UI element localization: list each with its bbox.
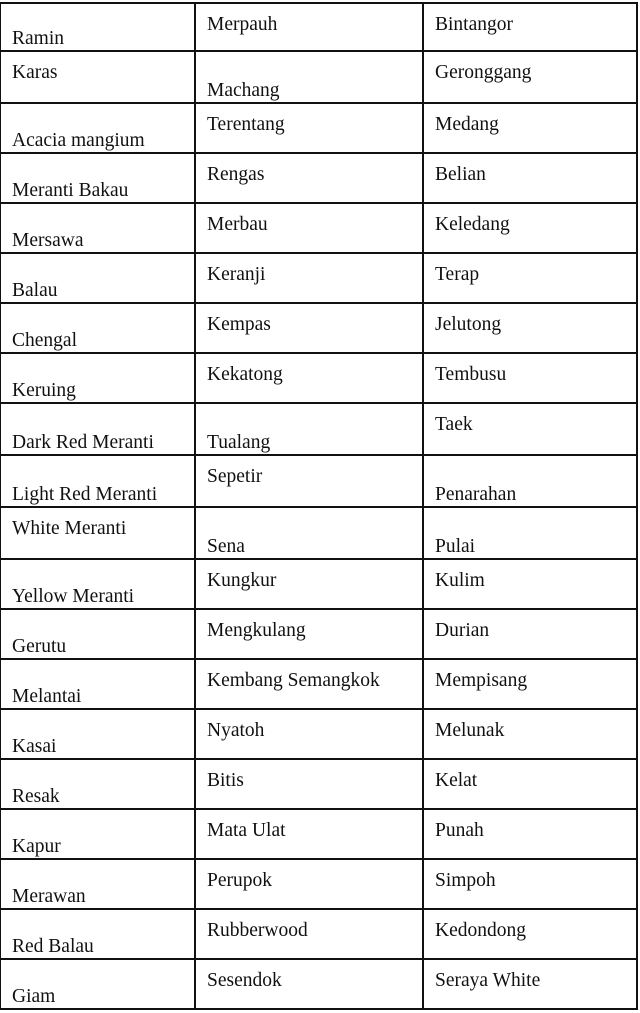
table-cell bbox=[422, 760, 636, 808]
table-row bbox=[1, 104, 636, 154]
table-cell bbox=[1, 404, 194, 454]
table-cell bbox=[194, 254, 422, 302]
cell-text: Red Balau bbox=[12, 936, 94, 957]
cell-text: Geronggang bbox=[435, 62, 532, 83]
cell-text: Keruing bbox=[12, 380, 76, 401]
table-cell bbox=[422, 304, 636, 352]
cell-text: Sepetir bbox=[207, 466, 263, 487]
table-cell bbox=[1, 710, 194, 758]
cell-text: Terentang bbox=[207, 114, 285, 135]
table-row bbox=[1, 710, 636, 760]
table-cell bbox=[194, 154, 422, 202]
table-cell bbox=[194, 204, 422, 252]
cell-text: Yellow Meranti bbox=[12, 586, 135, 607]
table-cell bbox=[194, 710, 422, 758]
table-cell bbox=[194, 104, 422, 152]
cell-text: Sesendok bbox=[207, 970, 282, 991]
cell-text: Acacia mangium bbox=[12, 130, 145, 151]
cell-text: Mata Ulat bbox=[207, 820, 286, 841]
table-cell bbox=[422, 154, 636, 202]
cell-text: Ramin bbox=[12, 28, 64, 49]
table-row bbox=[1, 404, 636, 456]
table-row bbox=[1, 456, 636, 508]
table-cell bbox=[194, 960, 422, 1008]
cell-text: Melunak bbox=[435, 720, 505, 741]
cell-text: Karas bbox=[12, 62, 58, 83]
table-cell bbox=[422, 860, 636, 908]
cell-text: Balau bbox=[12, 280, 58, 301]
table-cell bbox=[1, 760, 194, 808]
cell-text: Pulai bbox=[435, 536, 476, 557]
table-cell bbox=[1, 204, 194, 252]
table-cell bbox=[422, 254, 636, 302]
table-cell bbox=[1, 104, 194, 152]
cell-text: Merpauh bbox=[207, 14, 278, 35]
table-cell bbox=[1, 456, 194, 506]
table-cell bbox=[194, 52, 422, 102]
cell-text: Penarahan bbox=[435, 484, 517, 505]
table-cell bbox=[1, 610, 194, 658]
table-cell bbox=[422, 204, 636, 252]
table-cell bbox=[194, 810, 422, 858]
table-row bbox=[1, 254, 636, 304]
cell-text: Bitis bbox=[207, 770, 244, 791]
table-cell bbox=[422, 560, 636, 608]
cell-text: Kungkur bbox=[207, 570, 277, 591]
table-cell bbox=[422, 52, 636, 102]
table-row bbox=[1, 154, 636, 204]
table-row bbox=[1, 610, 636, 660]
table-cell bbox=[422, 4, 636, 50]
table-row bbox=[1, 960, 636, 1010]
cell-text: Durian bbox=[435, 620, 490, 641]
table-row bbox=[1, 304, 636, 354]
table-row bbox=[1, 560, 636, 610]
cell-text: Merbau bbox=[207, 214, 268, 235]
cell-text: Light Red Meranti bbox=[12, 484, 158, 505]
cell-text: Keledang bbox=[435, 214, 510, 235]
table-cell bbox=[194, 560, 422, 608]
table-cell bbox=[194, 304, 422, 352]
cell-text: Rengas bbox=[207, 164, 265, 185]
table-cell bbox=[422, 710, 636, 758]
table-cell bbox=[422, 404, 636, 454]
cell-text: Perupok bbox=[207, 870, 272, 891]
table-row bbox=[1, 52, 636, 104]
table-cell bbox=[1, 154, 194, 202]
cell-text: Merawan bbox=[12, 886, 86, 907]
table-cell bbox=[194, 660, 422, 708]
cell-text: Kasai bbox=[12, 736, 57, 757]
cell-text: Machang bbox=[207, 80, 280, 101]
table-cell bbox=[422, 508, 636, 558]
cell-text: Resak bbox=[12, 786, 60, 807]
cell-text: Taek bbox=[435, 414, 473, 435]
cell-text: Tualang bbox=[207, 432, 271, 453]
table-cell bbox=[194, 508, 422, 558]
table-cell bbox=[194, 456, 422, 506]
cell-text: Kedondong bbox=[435, 920, 526, 941]
cell-text: Nyatoh bbox=[207, 720, 265, 741]
table-cell bbox=[422, 354, 636, 402]
cell-text: White Meranti bbox=[12, 518, 127, 539]
table-cell bbox=[1, 52, 194, 102]
cell-text: Gerutu bbox=[12, 636, 67, 657]
cell-text: Belian bbox=[435, 164, 486, 185]
cell-text: Jelutong bbox=[435, 314, 502, 335]
timber-species-table bbox=[0, 2, 638, 1010]
cell-text: Mempisang bbox=[435, 670, 528, 691]
table-cell bbox=[422, 960, 636, 1008]
cell-text: Punah bbox=[435, 820, 484, 841]
table-cell bbox=[1, 810, 194, 858]
table-cell bbox=[1, 254, 194, 302]
table-row bbox=[1, 660, 636, 710]
cell-text: Seraya White bbox=[435, 970, 541, 991]
table-cell bbox=[422, 910, 636, 958]
cell-text: Melantai bbox=[12, 686, 82, 707]
cell-text: Meranti Bakau bbox=[12, 180, 129, 201]
table-row bbox=[1, 760, 636, 810]
table-cell bbox=[1, 960, 194, 1008]
table-cell bbox=[194, 354, 422, 402]
cell-text: Kulim bbox=[435, 570, 485, 591]
table-cell bbox=[1, 304, 194, 352]
table-cell bbox=[194, 860, 422, 908]
table-cell bbox=[1, 860, 194, 908]
table-cell bbox=[194, 4, 422, 50]
table-cell bbox=[422, 810, 636, 858]
cell-text: Bintangor bbox=[435, 14, 513, 35]
table-row bbox=[1, 810, 636, 860]
table-row bbox=[1, 860, 636, 910]
cell-text: Kekatong bbox=[207, 364, 283, 385]
table-cell bbox=[1, 560, 194, 608]
cell-text: Terap bbox=[435, 264, 480, 285]
table-cell bbox=[194, 910, 422, 958]
table-cell bbox=[1, 4, 194, 50]
cell-text: Mersawa bbox=[12, 230, 84, 251]
table-cell bbox=[194, 610, 422, 658]
cell-text: Chengal bbox=[12, 330, 77, 351]
table-row bbox=[1, 910, 636, 960]
table-row bbox=[1, 4, 636, 52]
cell-text: Sena bbox=[207, 536, 245, 557]
table-cell bbox=[1, 508, 194, 558]
cell-text: Simpoh bbox=[435, 870, 496, 891]
cell-text: Keranji bbox=[207, 264, 266, 285]
table-row bbox=[1, 204, 636, 254]
table-cell bbox=[1, 354, 194, 402]
cell-text: Kempas bbox=[207, 314, 271, 335]
table-cell bbox=[194, 404, 422, 454]
cell-text: Dark Red Meranti bbox=[12, 432, 154, 453]
cell-text: Giam bbox=[12, 986, 56, 1007]
cell-text: Rubberwood bbox=[207, 920, 308, 941]
table-cell bbox=[1, 660, 194, 708]
cell-text: Kelat bbox=[435, 770, 478, 791]
table-row bbox=[1, 508, 636, 560]
cell-text: Tembusu bbox=[435, 364, 507, 385]
cell-text: Kapur bbox=[12, 836, 61, 857]
cell-text: Medang bbox=[435, 114, 499, 135]
table-cell bbox=[422, 610, 636, 658]
table-row bbox=[1, 354, 636, 404]
table-cell bbox=[422, 456, 636, 506]
table-cell bbox=[422, 104, 636, 152]
cell-text: Kembang Semangkok bbox=[207, 670, 380, 691]
table-cell bbox=[422, 660, 636, 708]
table-cell bbox=[194, 760, 422, 808]
cell-text: Mengkulang bbox=[207, 620, 306, 641]
table-cell bbox=[1, 910, 194, 958]
